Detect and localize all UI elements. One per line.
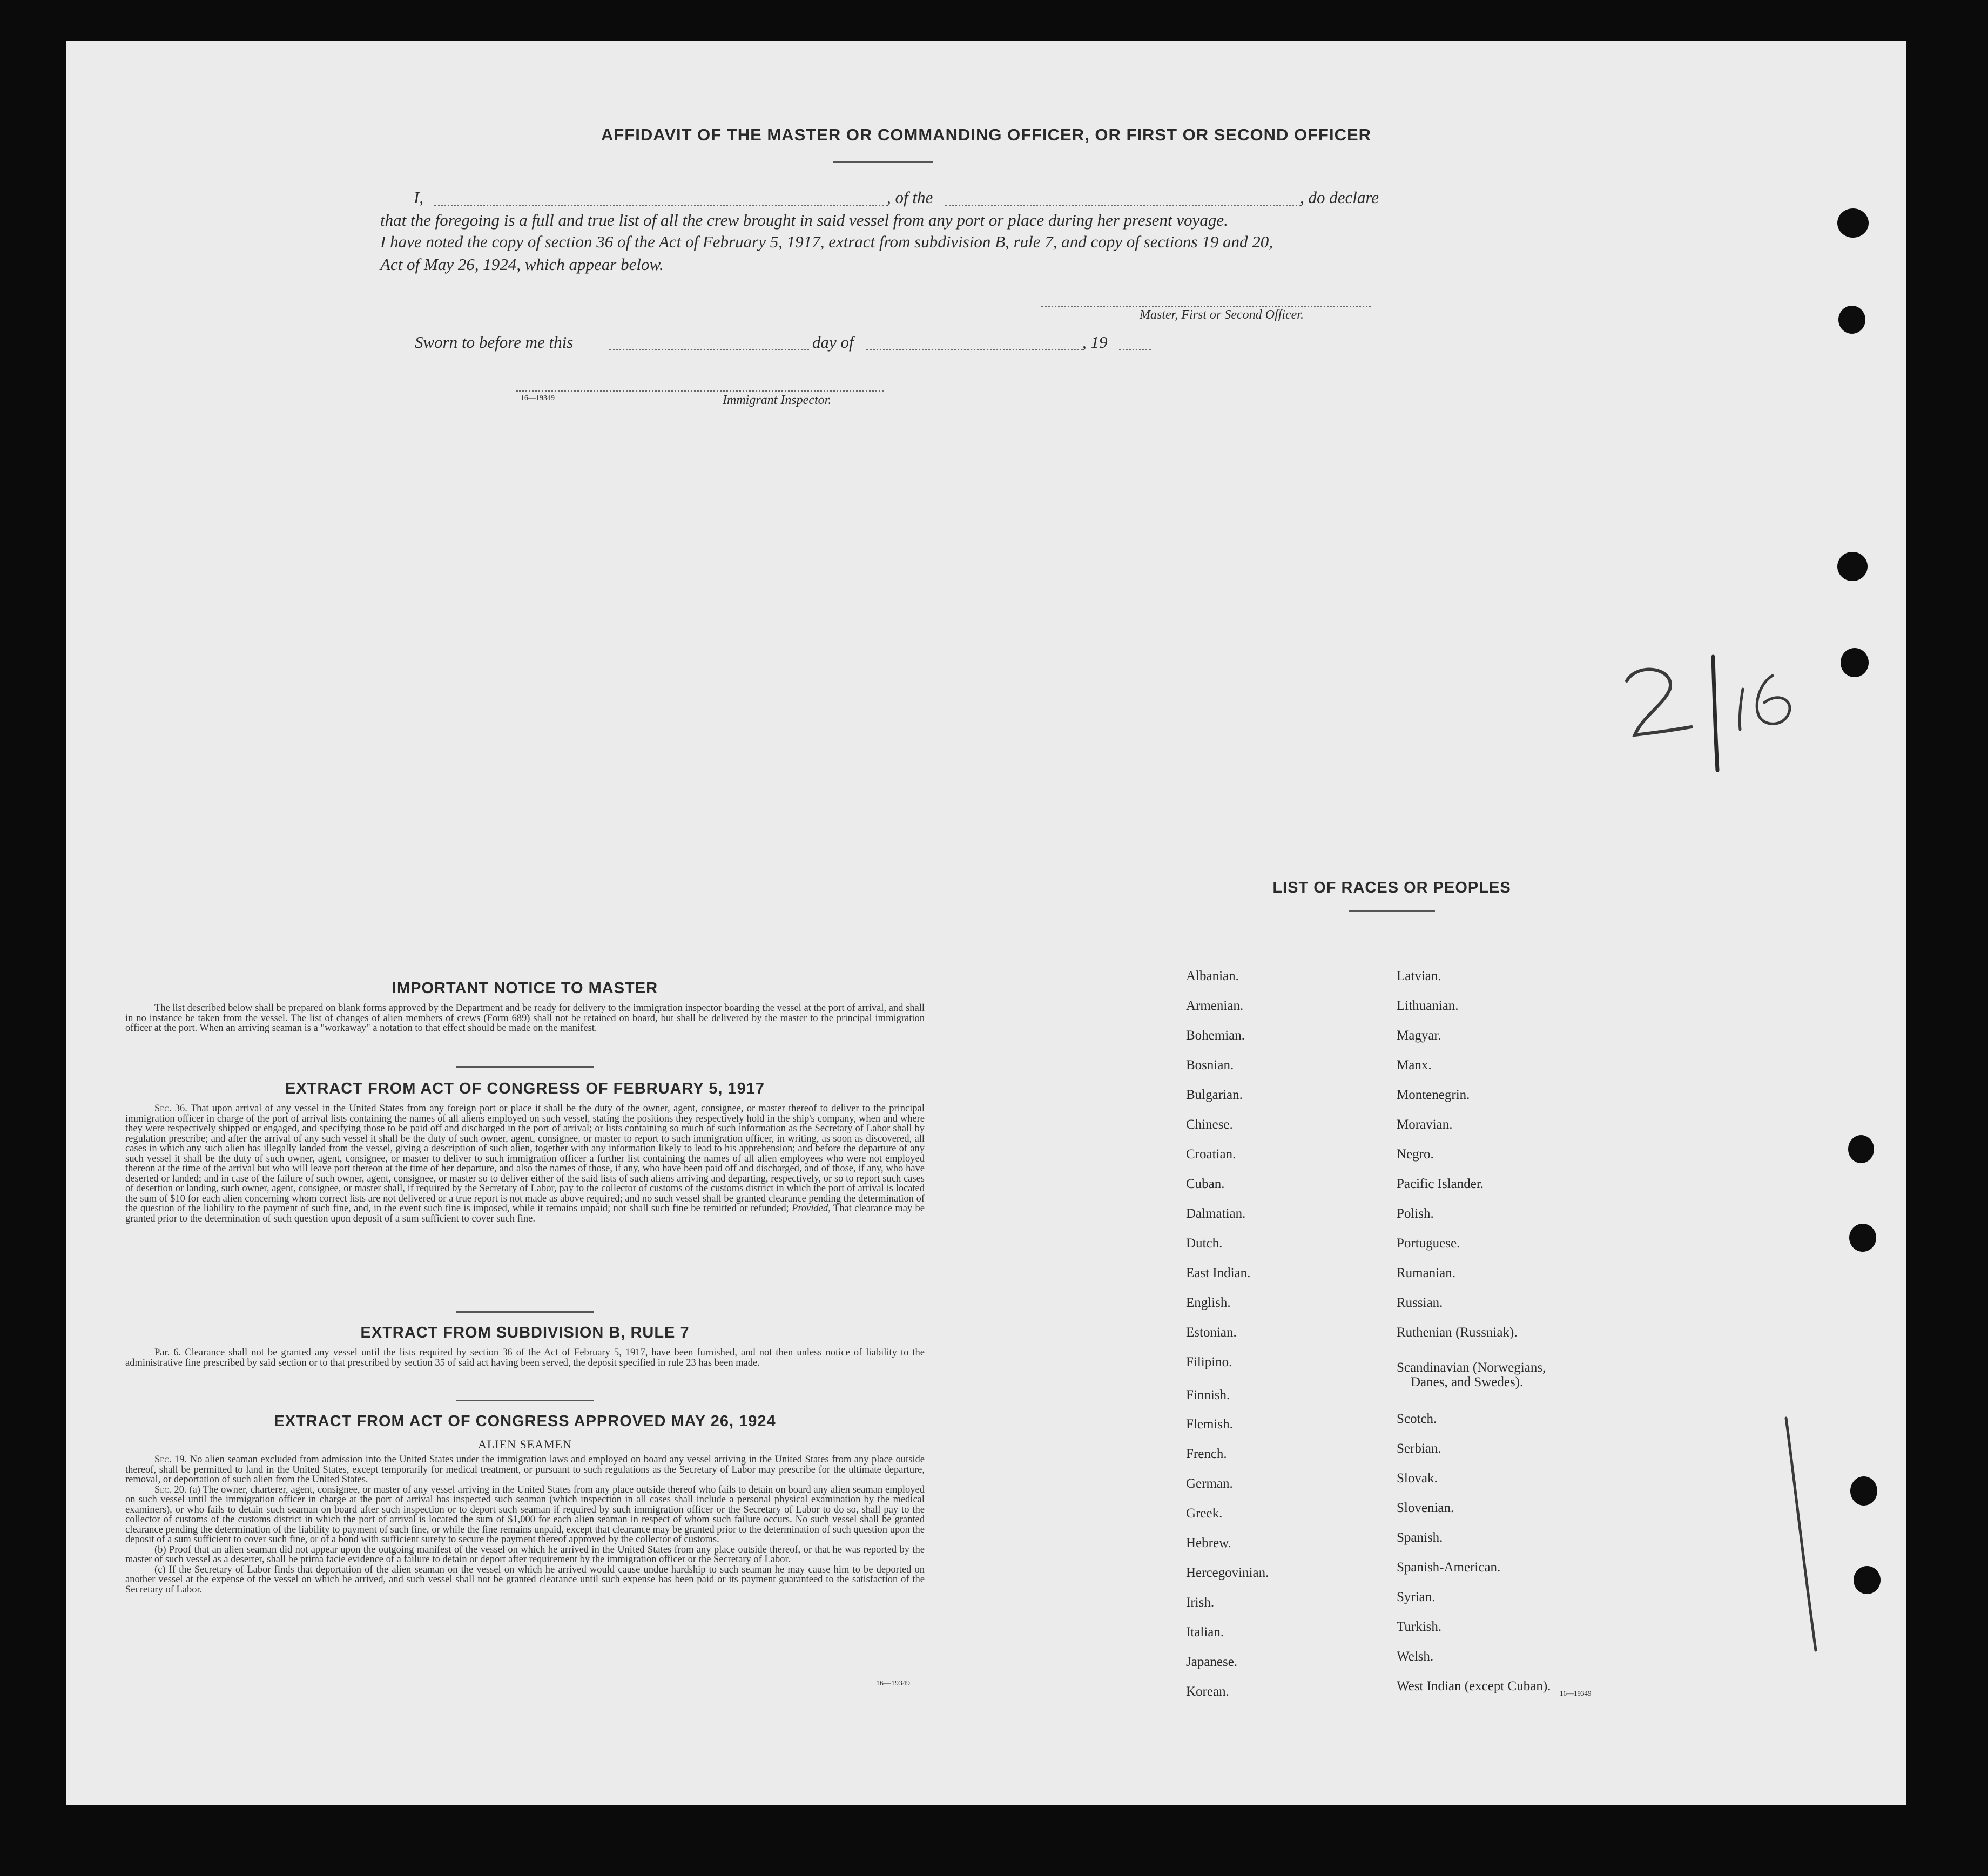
handwritten-page-mark: [1610, 624, 1870, 775]
affidavit-title: AFFIDAVIT OF THE MASTER OR COMMANDING OFFICER, OR FIRST OR SECOND OFFICER: [601, 125, 1372, 144]
race-entry: Pacific Islander.: [1397, 1177, 1484, 1191]
affidavit-line-3: I have noted the copy of section 36 of the Act of February 5, 1917, extract from subdivision B, rule 7, and copy of sections 19 and 20,: [380, 232, 1273, 251]
binder-hole: [1854, 1566, 1881, 1594]
binder-hole: [1841, 648, 1869, 677]
document-page: [66, 41, 1906, 1805]
race-entry: Hercegovinian.: [1186, 1565, 1269, 1580]
notice-title: IMPORTANT NOTICE TO MASTER: [392, 980, 658, 997]
race-entry: East Indian.: [1186, 1266, 1251, 1280]
sworn-prefix: Sworn to before me this: [415, 333, 574, 352]
binder-hole: [1850, 1476, 1877, 1506]
race-entry: Spanish.: [1397, 1530, 1443, 1545]
sworn-year-blank: [1119, 349, 1151, 350]
form-number: 16—19349: [521, 394, 555, 402]
affidavit-line-2: that the foregoing is a full and true list of all the crew brought in said vessel from any port or place during her present voyage.: [380, 211, 1228, 230]
binder-hole: [1849, 1224, 1876, 1252]
race-entry: West Indian (except Cuban).: [1397, 1679, 1551, 1693]
inspector-label: Immigrant Inspector.: [723, 393, 832, 407]
race-entry: Irish.: [1186, 1595, 1215, 1610]
binder-hole: [1848, 1135, 1874, 1163]
master-label: Master, First or Second Officer.: [1140, 308, 1304, 322]
extract-1924-title: EXTRACT FROM ACT OF CONGRESS APPROVED MAY 26, 1924: [274, 1413, 776, 1430]
race-entry: Japanese.: [1186, 1655, 1238, 1669]
race-entry: Rumanian.: [1397, 1266, 1456, 1280]
alien-seamen-subtitle: ALIEN SEAMEN: [478, 1438, 572, 1451]
race-entry: Armenian.: [1186, 998, 1244, 1013]
affidavit-declare: , do declare: [1300, 188, 1379, 207]
race-entry: Manx.: [1397, 1058, 1432, 1072]
sworn-day-blank: [609, 349, 809, 350]
race-entry: Russian.: [1397, 1295, 1443, 1310]
vessel-blank-line: [945, 205, 1302, 206]
master-signature-line: [1041, 306, 1371, 307]
race-entry: Slovenian.: [1397, 1501, 1454, 1515]
form-number: 16—19349: [876, 1679, 910, 1688]
divider: [1349, 910, 1435, 912]
race-entry: Danes, and Swedes).: [1411, 1375, 1524, 1389]
race-entry: Syrian.: [1397, 1590, 1436, 1604]
race-entry: Estonian.: [1186, 1325, 1237, 1340]
sworn-month-blank: [866, 349, 1083, 350]
extract-1917-title: EXTRACT FROM ACT OF CONGRESS OF FEBRUARY 5, 1917: [285, 1080, 765, 1097]
affidavit-i: I,: [414, 188, 424, 207]
affidavit-of-the: , of the: [887, 188, 933, 207]
race-entry: Latvian.: [1397, 969, 1441, 983]
binder-hole: [1838, 306, 1865, 334]
race-entry: Ruthenian (Russniak).: [1397, 1325, 1518, 1340]
race-entry: Italian.: [1186, 1625, 1224, 1639]
race-entry: Dalmatian.: [1186, 1206, 1246, 1221]
race-entry: Greek.: [1186, 1506, 1223, 1521]
races-title: LIST OF RACES OR PEOPLES: [1272, 879, 1511, 896]
affidavit-line-4: Act of May 26, 1924, which appear below.: [380, 255, 664, 274]
race-entry: Filipino.: [1186, 1355, 1232, 1369]
extract-1917-text: Sec. 36. That upon arrival of any vessel in the United States from any foreign port or place it shall be the duty of the owner, agent, consignee, or master thereof to deliver to the principal immigration officer in charge of the port of arrival lists containing the names of all aliens employed on such vessel, stating the positions they respectively hold in the ship's company, when and where they were respectively shipped or engaged, and specifying those to be paid off and discharged in the port of arrival; or lists containing so much of such information as the Secretary of Labor shall by regulation prescribe; and after the arrival of any such vessel it shall be the duty of such owner, agent, consignee, or master to report to such immigration officer, in writing, as soon as discovered, all cases in which any such alien has illegally landed from the vessel, giving a description of such alien, together with any information likely to lead to his apprehension; and before the departure of any such vessel it shall be the duty of such owner, agent, consignee, or master to deliver to such immigration officer a further list containing the names of all alien employees who were not employed thereon at the time of the arrival but who will leave port thereon at the time of her departure, and also the names of those, if any, who have been paid off and discharged, and of those, if any, who have deserted or landed; and in case of the failure of such owner, agent, consignee, or master so to deliver either of the said lists of such aliens arriving and departing, respectively, or so to report such cases of desertion or landing, such owner, agent, consignee, or master shall, if required by the Secretary of Labor, pay to the collector of customs of the customs district in which the port of arrival is located the sum of $10 for each alien concerning whom correct lists are not delivered or a true report is not made as above required; and no such vessel shall be granted clearance pending the determination of the question of the liability to the payment of such fine, and, in the event such fine is imposed, while it remains unpaid; nor shall such fine be remitted or refunded; Provided, That clearance may be granted prior to the determination of such question upon deposit of a sum sufficient to cover such fine.: [125, 1103, 925, 1224]
race-entry: Montenegrin.: [1397, 1088, 1470, 1102]
name-blank-line: [434, 205, 888, 206]
race-entry: Scotch.: [1397, 1412, 1437, 1426]
divider: [456, 1400, 594, 1401]
race-entry: Flemish.: [1186, 1417, 1233, 1432]
race-entry: Welsh.: [1397, 1649, 1434, 1664]
race-entry: Polish.: [1397, 1206, 1434, 1221]
race-entry: Cuban.: [1186, 1177, 1225, 1191]
race-entry: Turkish.: [1397, 1619, 1442, 1634]
sworn-year: , 19: [1082, 333, 1108, 352]
race-entry: Serbian.: [1397, 1441, 1441, 1456]
race-entry: Finnish.: [1186, 1388, 1230, 1402]
race-entry: Albanian.: [1186, 969, 1239, 983]
race-entry: Bulgarian.: [1186, 1088, 1243, 1102]
race-entry: French.: [1186, 1447, 1227, 1461]
race-entry: Slovak.: [1397, 1471, 1438, 1486]
extract-rule7-text: Par. 6. Clearance shall not be granted any vessel until the lists required by section 36 of the Act of February 5, 1917, have been furnished, and not then unless notice of liability to the administrative fine prescribed by said section or to that prescribed by section 35 of said act having been served, the deposit specified in rule 23 has been made.: [125, 1347, 925, 1368]
extract-rule7-title: EXTRACT FROM SUBDIVISION B, RULE 7: [360, 1324, 690, 1341]
race-entry: Magyar.: [1397, 1028, 1441, 1043]
sworn-day-of: day of: [812, 333, 854, 352]
race-entry: Korean.: [1186, 1684, 1229, 1699]
race-entry: German.: [1186, 1476, 1233, 1491]
race-entry: Dutch.: [1186, 1236, 1223, 1251]
binder-hole: [1837, 208, 1869, 238]
race-entry: Negro.: [1397, 1147, 1434, 1162]
race-entry: Hebrew.: [1186, 1536, 1231, 1550]
race-entry: Chinese.: [1186, 1117, 1233, 1132]
race-entry: Bosnian.: [1186, 1058, 1234, 1072]
handwritten-stroke: [1778, 1413, 1837, 1661]
race-entry: Moravian.: [1397, 1117, 1453, 1132]
binder-hole: [1837, 552, 1868, 581]
notice-text: The list described below shall be prepared on blank forms approved by the Department and be ready for delivery to the immigration inspector boarding the vessel at the port of arrival, and shall in no instance be taken from the vessel. The list of changes of alien members of crews (Form 689) shall not be retained on board, but shall be delivered by the master to the principal immigration officer at the port. When an arriving seaman is a "workaway" a notation to that effect should be made on the manifest.: [125, 1003, 925, 1034]
race-entry: Portuguese.: [1397, 1236, 1460, 1251]
race-entry: Bohemian.: [1186, 1028, 1245, 1043]
race-entry: Croatian.: [1186, 1147, 1236, 1162]
divider: [456, 1066, 594, 1068]
race-entry: Spanish-American.: [1397, 1560, 1501, 1575]
form-number: 16—19349: [1560, 1689, 1592, 1697]
race-entry: Lithuanian.: [1397, 998, 1459, 1013]
divider: [456, 1311, 594, 1313]
title-underline: [833, 161, 933, 163]
inspector-signature-line: [516, 390, 884, 392]
race-entry: Scandinavian (Norwegians,: [1397, 1360, 1546, 1375]
extract-1924-text: Sec. 19. No alien seaman excluded from admission into the United States under the immigration laws and employed on board any vessel arriving in the United States from any place outside thereof, shall be permitted to land in the United States, except temporarily for medical treatment, or pursuant to such regulations as the Secretary of Labor may prescribe for the ultimate departure, removal, or deportation of such alien from the United States. Sec. 20. (a) The owner, charterer, agent, consignee, or master of any vessel arriving in the United States from any place outside thereof who fails to detain on board any alien seaman employed on such vessel until the immigration officer in charge at the port of arrival has inspected such seaman (which inspection in all cases shall include a personal physical examination by the medical examiners), or who fails to detain such seaman on board after such inspection or to deport such seaman if required by such immigration officer or the Secretary of Labor to do so, shall pay to the collector of customs of the customs district in which the port of arrival is located the sum of $1,000 for each alien seaman in respect of whom such failure occurs. No such vessel shall be granted clearance pending the determination of the liability to payment of such fine, or while the fine remains unpaid, except that clearance may be granted prior to the determination of such question upon the deposit of a sum sufficient to cover such fine, or of a bond with sufficient surety to secure the payment thereof approved by the collector of customs. (b) Proof that an alien seaman did not appear upon the outgoing manifest of the vessel on which he arrived in the United States from any place outside thereof, or that he was reported by the master of such vessel as a deserter, shall be prima facie evidence of a failure to detain or deport after requirement by the immigration officer or the Secretary of Labor. (c) If the Secretary of Labor finds that deportation of the alien seaman on the vessel on which he arrived would cause undue hardship to such seaman he may cause him to be deported on another vessel at the expense of the vessel on which he arrived, and such vessel shall not be granted clearance until such expense has been paid or its payment guaranteed to the satisfaction of the Secretary of Labor.: [125, 1454, 925, 1595]
race-entry: English.: [1186, 1295, 1231, 1310]
